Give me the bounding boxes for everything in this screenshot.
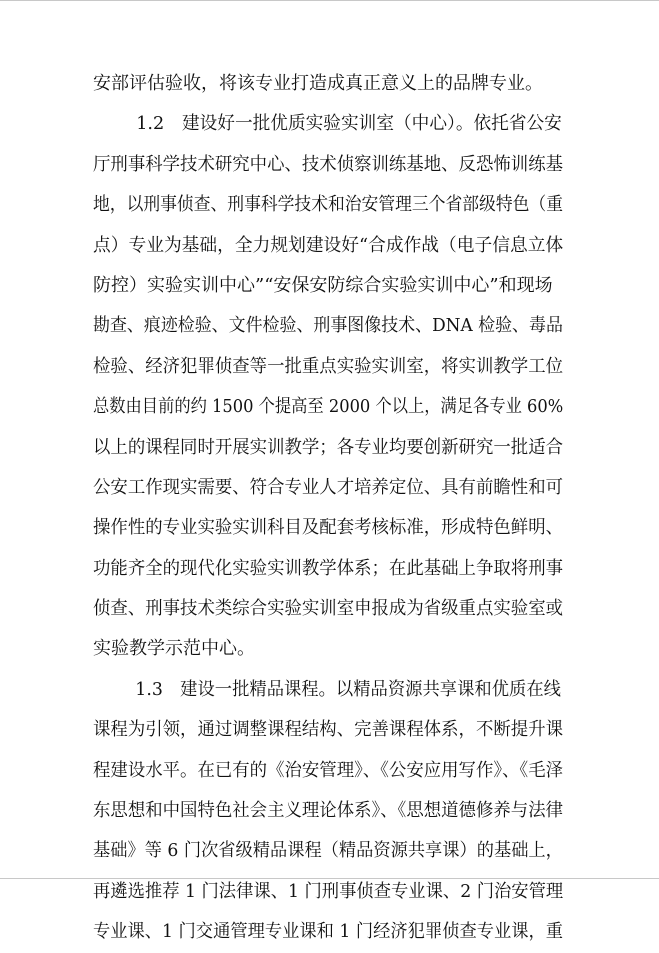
text-line: 课程为引领，通过调整课程结构、完善课程体系，不断提升课 bbox=[93, 719, 564, 741]
text-line: 东思想和中国特色社会主义理论体系》、《思想道德修养与法律 bbox=[93, 800, 564, 822]
text-line: 公安工作现实需要、符合专业人才培养定位、具有前瞻性和可 bbox=[93, 476, 564, 498]
text-line: 以上的课程同时开展实训教学；各专业均要创新研究一批适合 bbox=[93, 436, 564, 458]
text-line: 厅刑事科学技术研究中心、技术侦察训练基地、反恐怖训练基 bbox=[93, 153, 564, 175]
section-heading-1-3: 1.3 建设一批精品课程。以精品资源共享课和优质在线 bbox=[135, 678, 561, 700]
text-line: 检验、经济犯罪侦查等一批重点实验实训室，将实训教学工位 bbox=[93, 355, 564, 377]
text-line: 实验教学示范中心。 bbox=[93, 638, 255, 660]
text-line: 勘查、痕迹检验、文件检验、刑事图像技术、DNA 检验、毒品 bbox=[93, 315, 563, 337]
top-edge-line bbox=[0, 0, 659, 1]
text-line: 侦查、刑事技术类综合实验实训室申报成为省级重点实验室或 bbox=[93, 598, 564, 620]
text-line: 操作性的专业实验实训科目及配套考核标准，形成特色鲜明、 bbox=[93, 517, 564, 539]
document-body bbox=[93, 64, 563, 953]
text-line: 安部评估验收，将该专业打造成真正意义上的品牌专业。 bbox=[93, 73, 543, 94]
text-line: 再遴选推荐 1 门法律课、1 门刑事侦查专业课、2 门治安管理 bbox=[93, 880, 564, 902]
text-line: 地，以刑事侦查、刑事科学技术和治安管理三个省部级特色（重 bbox=[93, 194, 563, 216]
text-line: 防控）实验实训中心”“安保安防综合实验实训中心”和现场 bbox=[93, 274, 553, 296]
text-line: 总数由目前的约 1500 个提高至 2000 个以上，满足各专业 60% bbox=[93, 396, 564, 418]
bottom-edge-line bbox=[0, 878, 659, 879]
text-line: 点）专业为基础，全力规划建设好“合成作战（电子信息立体 bbox=[93, 234, 564, 256]
section-heading-1-2: 1.2 建设好一批优质实验实训室（中心）。依托省公安 bbox=[136, 113, 562, 135]
text-line: 程建设水平。在已有的《治安管理》、《公安应用写作》、《毛泽 bbox=[93, 759, 564, 781]
text-line: 基础》等 6 门次省级精品课程（精品资源共享课）的基础上， bbox=[93, 840, 563, 862]
text-line: 功能齐全的现代化实验实训教学体系；在此基础上争取将刑事 bbox=[93, 557, 564, 579]
text-line: 专业课、1 门交通管理专业课和 1 门经济犯罪侦查专业课，重 bbox=[93, 921, 564, 943]
